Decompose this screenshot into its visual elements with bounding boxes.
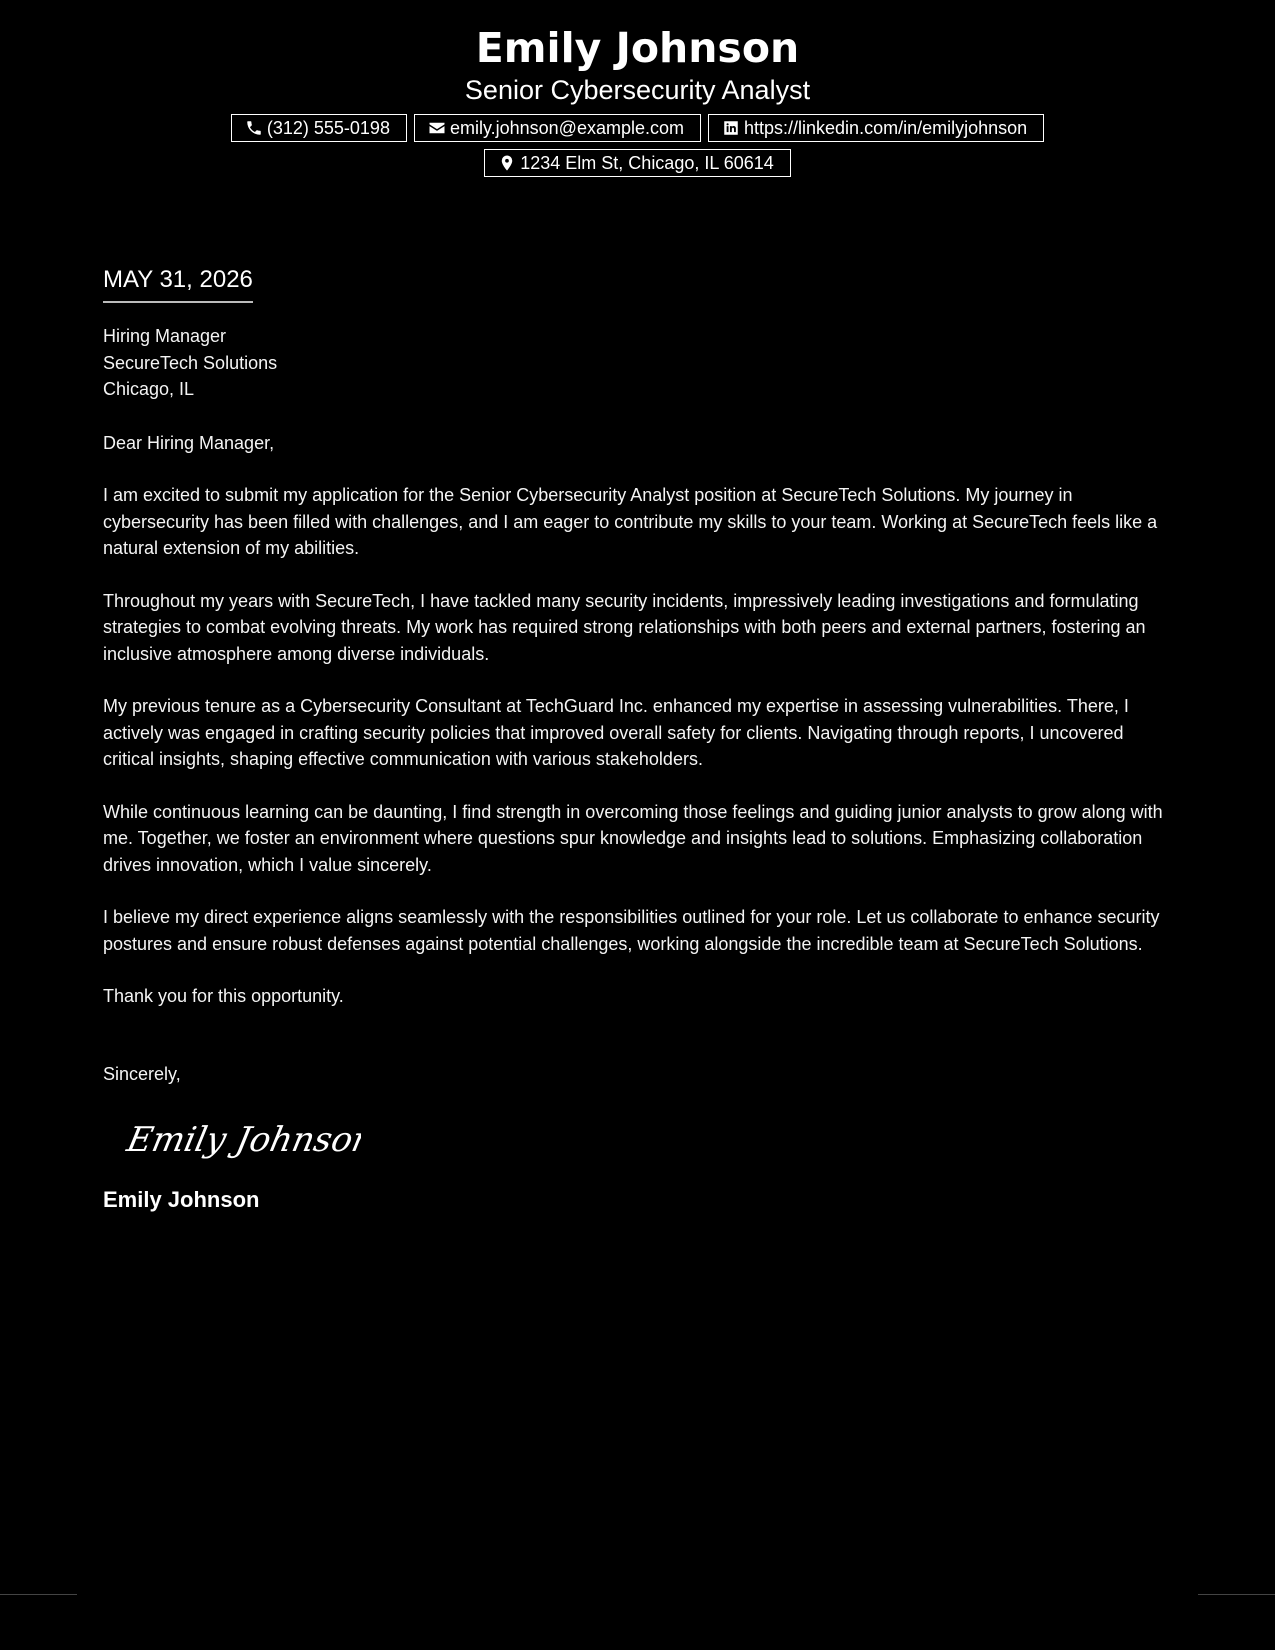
linkedin-text: https://linkedin.com/in/emilyjohnson — [744, 117, 1028, 138]
address-chip[interactable] — [484, 149, 791, 177]
linkedin-icon — [722, 119, 740, 137]
letter-header — [0, 22, 1275, 184]
footer-divider-left — [0, 1594, 77, 1595]
address-row — [0, 149, 1275, 177]
handwritten-signature — [121, 1115, 361, 1165]
signature-text: Emily Johnson — [123, 1120, 361, 1160]
body-paragraph: Throughout my years with SecureTech, I have tackled many security incidents, impressively leading investigations and formulating strategies to combat evolving threats. My work has required strong relationships with both peers and external partners, fostering an inclusive atmosphere among diverse individuals. — [103, 590, 1146, 664]
letter-date: MAY 31, 2026 — [103, 264, 253, 303]
phone-icon — [245, 119, 263, 137]
recipient-line: Hiring Manager — [103, 326, 227, 346]
closing-line: Thank you for this opportunity. — [103, 986, 344, 1006]
phone-chip[interactable] — [231, 114, 407, 142]
phone-text: (312) 555-0198 — [266, 117, 390, 138]
contact-row — [0, 114, 1275, 142]
body-paragraph: My previous tenure as a Cybersecurity Consultant at TechGuard Inc. enhanced my expertise in assessing vulnerabilities. There, I actively was engaged in crafting security policies that improved overall safety for clients. Navigating through reports, I uncovered critical insights, shaping effective communication with various stakeholders. — [103, 696, 1129, 769]
applicant-title: Senior Cybersecurity Analyst — [464, 75, 811, 105]
email-chip[interactable] — [414, 114, 701, 142]
email-text: emily.johnson@example.com — [449, 117, 684, 138]
printed-name: Emily Johnson — [103, 1186, 260, 1212]
map-marker-icon — [498, 154, 516, 172]
body-paragraph: While continuous learning can be daunting, I find strength in overcoming those feelings and guiding junior analysts to grow along with me. Together, we foster an environment where questions spur knowledge and insights lead to solutions. Emphasizing collaboration drives innovation, which I value sincerely. — [103, 801, 1163, 875]
signoff: Sincerely, — [103, 1063, 181, 1084]
body-paragraph: I believe my direct experience aligns seamlessly with the responsibilities outlined for your role. Let us collaborate to enhance security postures and ensure robust defenses against potential challenges, working alongside the incredible team at SecureTech Solutions. — [103, 907, 1160, 954]
linkedin-chip[interactable] — [708, 114, 1044, 142]
recipient-line: Chicago, IL — [103, 379, 195, 399]
address-text: 1234 Elm St, Chicago, IL 60614 — [520, 152, 774, 173]
recipient-line: SecureTech Solutions — [103, 352, 278, 373]
body-paragraph: I am excited to submit my application for the Senior Cybersecurity Analyst position at SecureTech Solutions. My journey in cybersecurity has been filled with challenges, and I am eager to contribute my skills to your team. Working at SecureTech feels like a natural extension of my abilities. — [103, 485, 1158, 558]
salutation: Dear Hiring Manager, — [103, 432, 275, 453]
footer-divider-right — [1198, 1594, 1275, 1595]
applicant-name: Emily Johnson — [475, 24, 800, 72]
envelope-icon — [428, 119, 446, 137]
letter-body — [103, 264, 1178, 1215]
recipient-block — [103, 323, 1178, 403]
